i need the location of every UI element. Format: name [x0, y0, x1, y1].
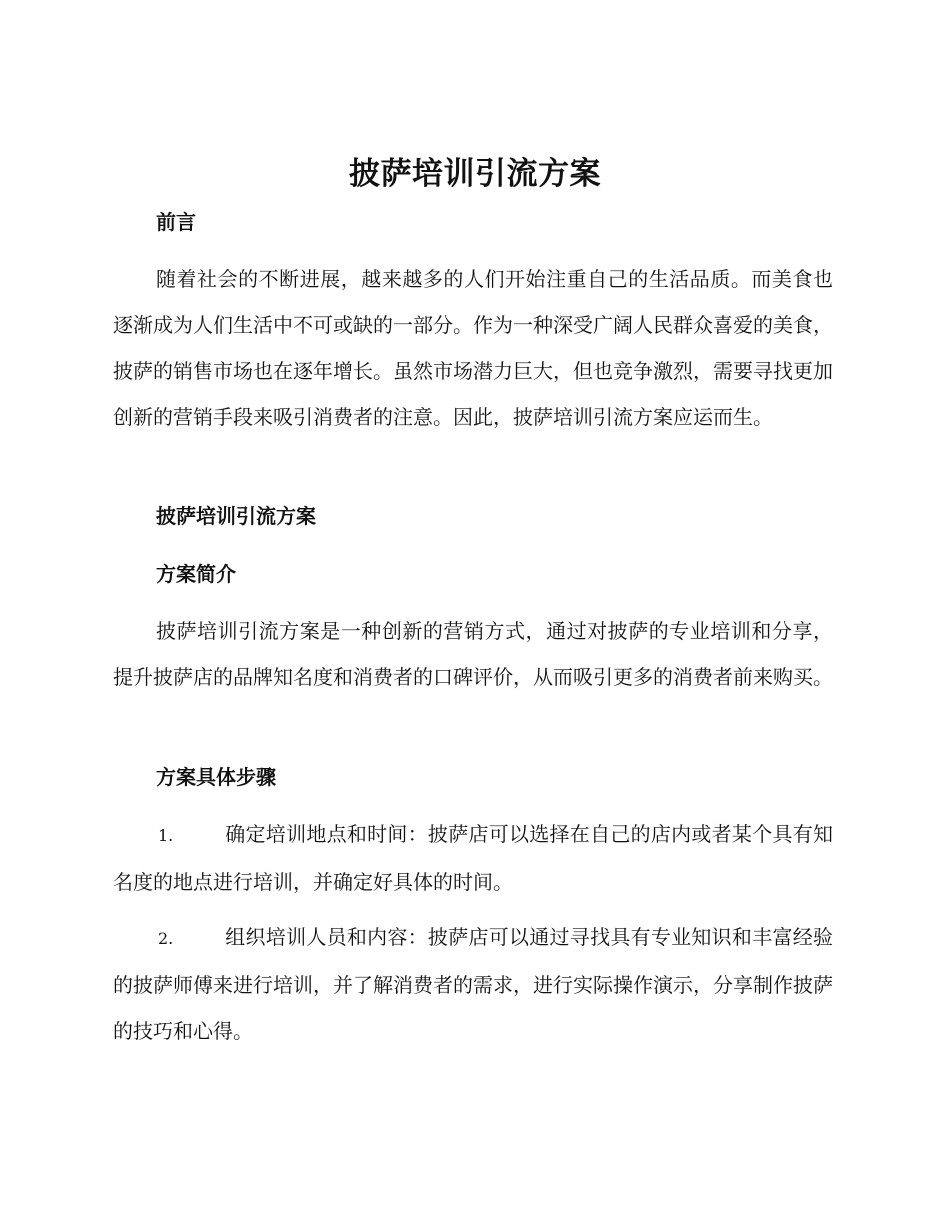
- step-number: 2.: [158, 929, 174, 948]
- steps-heading: 方案具体步骤: [156, 765, 276, 789]
- intro-heading: 方案简介: [156, 562, 236, 586]
- step-item: [113, 914, 833, 1054]
- step-item: [113, 811, 833, 905]
- preface-heading: 前言: [156, 210, 196, 234]
- step-text: 组织培训人员和内容：披萨店可以通过寻找具有专业知识和丰富经验的披萨师傅来进行培训，并了解消费者的需求，进行实际操作演示，分享制作披萨的技巧和心得。: [113, 925, 833, 1043]
- step-number: 1.: [158, 826, 174, 845]
- preface-paragraph: 随着社会的不断进展，越来越多的人们开始注重自己的生活品质。而美食也逐渐成为人们生活中不可或缺的一部分。作为一种深受广阔人民群众喜爱的美食，披萨的销售市场也在逐年增长。虽然市场潜力巨大，但也竞争激烈，需要寻找更加创新的营销手段来吸引消费者的注意。因此，披萨培训引流方案应运而生。: [113, 267, 833, 429]
- plan-heading: 披萨培训引流方案: [156, 504, 316, 528]
- intro-paragraph: 披萨培训引流方案是一种创新的营销方式，通过对披萨的专业培训和分享，提升披萨店的品牌知名度和消费者的口碑评价，从而吸引更多的消费者前来购买。: [113, 619, 833, 689]
- step-text: 确定培训地点和时间：披萨店可以选择在自己的店内或者某个具有知名度的地点进行培训，并确定好具体的时间。: [113, 822, 833, 894]
- document-title: 披萨培训引流方案: [349, 156, 601, 192]
